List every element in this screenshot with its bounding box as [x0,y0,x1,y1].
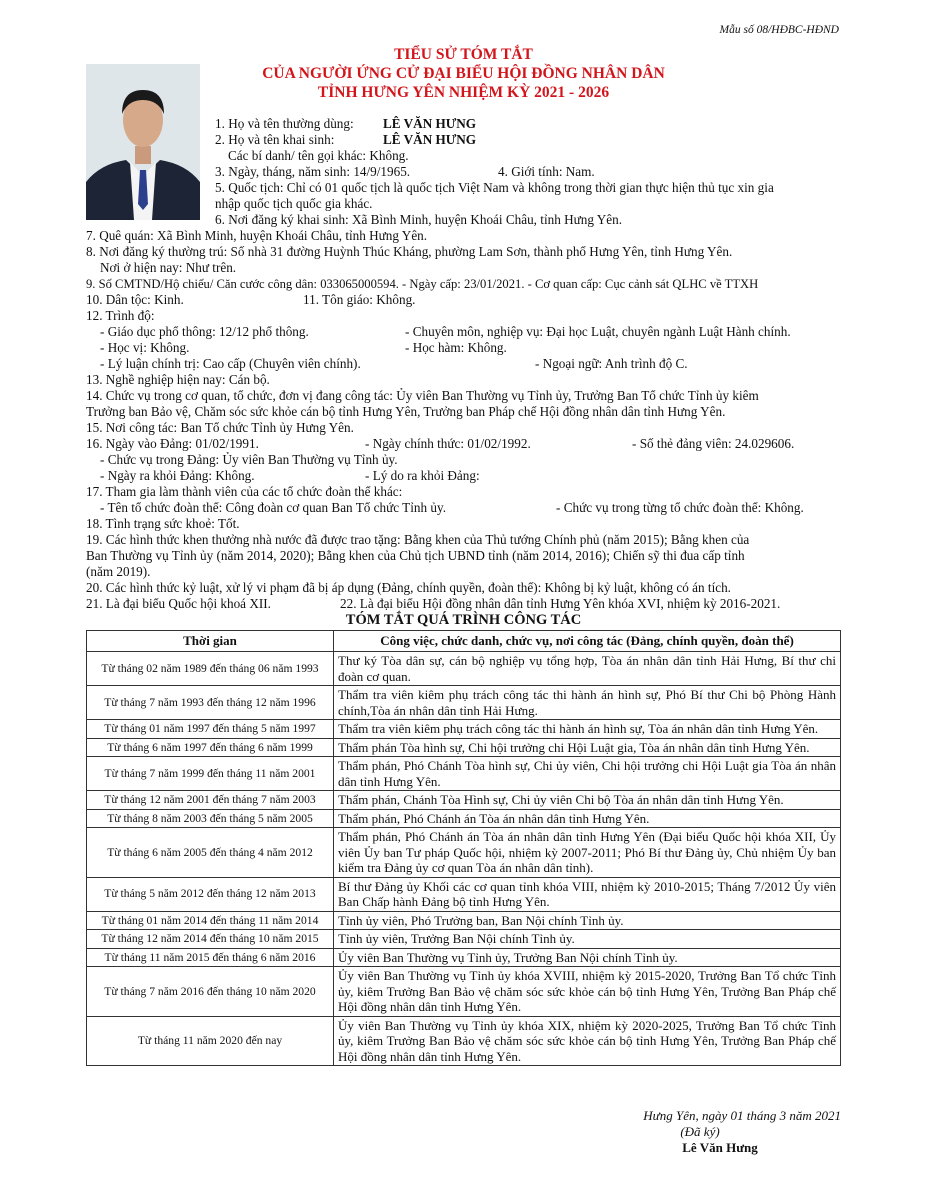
field-ethnicity: 10. Dân tộc: Kinh. [86,292,184,307]
table-row [87,1016,841,1066]
row-description: Ủy viên Ban Thường vụ Tỉnh ủy khóa XVIII, nhiệm kỳ 2015-2020, Trưởng Ban Tổ chức Tỉnh ủy, kiêm Trưởng Ban Bảo vệ chăm sóc sức khỏe cán bộ tỉnh Hưng Yên, Trưởng Ban Pháp chế Hội đồng nhân dân tỉnh Hưng Yên. [334,967,841,1017]
field-foreign-language: - Ngoại ngữ: Anh trình độ C. [535,356,688,371]
table-row [87,809,841,828]
table-row [87,828,841,878]
table-row [87,967,841,1017]
signatory-name: Lê Văn Hưng [682,1140,758,1155]
doc-title-line1: TIỂU SỬ TÓM TẮT [394,46,533,63]
row-time: Từ tháng 6 năm 1997 đến tháng 6 năm 1999 [87,738,334,757]
row-time: Từ tháng 7 năm 2016 đến tháng 10 năm 2020 [87,967,334,1017]
field-organization-role: - Chức vụ trong từng tổ chức đoàn thể: Không. [556,500,804,515]
form-number: Mẫu số 08/HĐBC-HĐND [719,24,839,36]
row-description: Bí thư Đảng ủy Khối các cơ quan tỉnh khóa VIII, nhiệm kỳ 2010-2015; Tháng 7/2012 Ủy viên Ban Chấp hành Đảng bộ tỉnh Hưng Yên. [334,877,841,911]
field-general-education: - Giáo dục phổ thông: 12/12 phổ thông. [100,324,309,339]
table-row [87,720,841,739]
row-description: Thư ký Tòa dân sự, cán bộ nghiệp vụ tổng hợp, Tòa án nhân dân tỉnh Hải Hưng, Bí thư chi đoàn cơ quan. [334,652,841,686]
field-party-join-date: 16. Ngày vào Đảng: 01/02/1991. [86,436,259,451]
signature-place-date: Hưng Yên, ngày 01 tháng 3 năm 2021 [643,1108,841,1123]
row-time: Từ tháng 01 năm 2014 đến tháng 11 năm 2014 [87,911,334,930]
field-awards-cont: Ban Thường vụ Tỉnh ủy (năm 2014, 2020); Bằng khen của Chủ tịch UBND tỉnh (năm 2014, 2016); Chiến sỹ thi đua cấp tỉnh [86,548,745,563]
table-row [87,911,841,930]
table-row [87,757,841,791]
row-description: Thẩm phán, Phó Chánh Tòa hình sự, Chi ủy viên, Chi hội trưởng chi Hội Luật gia Tòa án nhân dân tỉnh Hưng Yên. [334,757,841,791]
doc-title-line2: CỦA NGƯỜI ỨNG CỬ ĐẠI BIỂU HỘI ĐỒNG NHÂN DÂN [262,65,665,82]
field-nationality: 5. Quốc tịch: Chỉ có 01 quốc tịch là quốc tịch Việt Nam và không trong thời gian thực hiện thủ tục xin gia [215,180,774,195]
table-header-row [87,631,841,652]
field-organizations: 17. Tham gia làm thành viên của các tổ chức đoàn thể khác: [86,484,403,499]
field-academic-title: - Học hàm: Không. [405,340,507,355]
field-academic-degree: - Học vị: Không. [100,340,190,355]
field-health: 18. Tình trạng sức khoẻ: Tốt. [86,516,240,531]
label: 1. Họ và tên thường dùng: [215,116,354,131]
birth-name: LÊ VĂN HƯNG [383,132,477,147]
table-row [87,877,841,911]
field-position-cont: Trưởng ban Bảo vệ, Chăm sóc sức khỏe cán bộ tỉnh Hưng Yên, Trưởng ban Pháp chế Hội đồng nhân dân tỉnh Hưng Yên. [86,404,726,419]
field-awards: 19. Các hình thức khen thưởng nhà nước đã được trao tặng: Bằng khen của Thủ tướng Chính phủ (năm 2015); Bằng khen của [86,532,750,547]
table-row [87,686,841,720]
field-birth-registration: 6. Nơi đăng ký khai sinh: Xã Bình Minh, huyện Khoái Châu, tỉnh Hưng Yên. [215,212,623,227]
field-party-official-date: - Ngày chính thức: 01/02/1992. [365,436,531,451]
field-hometown: 7. Quê quán: Xã Bình Minh, huyện Khoái Châu, tỉnh Hưng Yên. [86,228,428,243]
field-party-position: - Chức vụ trong Đảng: Ủy viên Ban Thường vụ Tỉnh ủy. [100,452,398,467]
row-time: Từ tháng 11 năm 2015 đến tháng 6 năm 2016 [87,948,334,967]
field-nationality-cont: nhập quốc tịch quốc gia khác. [215,196,373,211]
common-name: LÊ VĂN HƯNG [383,116,477,131]
row-description: Tỉnh ủy viên, Trưởng Ban Nội chính Tỉnh ủy. [334,930,841,949]
row-description: Thẩm tra viên kiêm phụ trách công tác thi hành án hình sự, Tòa án nhân dân tỉnh Hưng Yên. [334,720,841,739]
field-party-leave-date: - Ngày ra khỏi Đảng: Không. [100,468,255,483]
row-time: Từ tháng 8 năm 2003 đến tháng 5 năm 2005 [87,809,334,828]
field-id-card: 9. Số CMTND/Hộ chiếu/ Căn cước công dân: 033065000594. - Ngày cấp: 23/01/2021. - Cơ quan cấp: Cục cảnh sát QLHC về TTXH [86,277,759,291]
row-time: Từ tháng 7 năm 1999 đến tháng 11 năm 2001 [87,757,334,791]
row-time: Từ tháng 12 năm 2001 đến tháng 7 năm 2003 [87,791,334,810]
field-religion: 11. Tôn giáo: Không. [303,292,416,307]
row-description: Thẩm phán, Phó Chánh án Tòa án nhân dân tỉnh Hưng Yên (Đại biểu Quốc hội khóa XII, Ủy viên Ủy ban Tư pháp Quốc hội, nhiệm kỳ 2007-2011; Phó Bí thư Đảng ủy, Chủ nhiệm Ủy ban kiểm tra Đảng ủy cơ quan Tòa án nhân dân tỉnh). [334,828,841,878]
row-time: Từ tháng 01 năm 1997 đến tháng 5 năm 1997 [87,720,334,739]
field-gender: 4. Giới tính: Nam. [498,164,595,179]
row-description: Ủy viên Ban Thường vụ Tỉnh ủy khóa XIX, nhiệm kỳ 2020-2025, Trưởng Ban Tổ chức Tỉnh ủy, kiêm Trưởng Ban Bảo vệ chăm sóc sức khỏe cán bộ tỉnh Hưng Yên, Trưởng Ban Pháp chế Hội đồng nhân dân tỉnh Hưng Yên. [334,1016,841,1066]
field-party-leave-reason: - Lý do ra khỏi Đảng: [365,468,480,483]
portrait-photo [86,64,200,220]
table-row [87,948,841,967]
work-history-title: TÓM TẮT QUÁ TRÌNH CÔNG TÁC [345,612,582,628]
row-description: Ủy viên Ban Thường vụ Tỉnh ủy, Trưởng Ban Nội chính Tỉnh ủy. [334,948,841,967]
field-workplace: 15. Nơi công tác: Ban Tổ chức Tỉnh ủy Hưng Yên. [86,420,354,435]
field-discipline: 20. Các hình thức kỷ luật, xử lý vi phạm đã bị áp dụng (Đảng, chính quyền, đoàn thể): Không bị kỷ luật, không có án tích. [86,580,731,595]
row-time: Từ tháng 6 năm 2005 đến tháng 4 năm 2012 [87,828,334,878]
row-description: Thẩm tra viên kiêm phụ trách công tác thi hành án hình sự, Phó Bí thư Chi bộ Phòng Hành chính,Tòa án nhân dân tỉnh Hải Hưng. [334,686,841,720]
row-time: Từ tháng 5 năm 2012 đến tháng 12 năm 2013 [87,877,334,911]
field-occupation: 13. Nghề nghiệp hiện nay: Cán bộ. [86,372,270,387]
work-history-body [87,652,841,1066]
row-description: Thẩm phán, Chánh Tòa Hình sự, Chi ủy viên Chi bộ Tòa án nhân dân tỉnh Hưng Yên. [334,791,841,810]
label: 2. Họ và tên khai sinh: [215,132,335,147]
field-party-card-no: - Số thẻ đảng viên: 24.029606. [632,436,795,451]
field-birth-name [215,132,841,148]
row-description: Thẩm phán, Phó Chánh án Tòa án nhân dân tỉnh Hưng Yên. [334,809,841,828]
table-row [87,738,841,757]
doc-title-line3: TỈNH HƯNG YÊN NHIỆM KỲ 2021 - 2026 [317,84,610,101]
field-political-theory: - Lý luận chính trị: Cao cấp (Chuyên viên chính). [100,356,361,371]
field-aliases: Các bí danh/ tên gọi khác: Không. [228,148,409,163]
row-description: Thẩm phán Tòa hình sự, Chi hội trưởng chi Hội Luật gia, Tòa án nhân dân tỉnh Hưng Yên. [334,738,841,757]
table-row [87,652,841,686]
row-description: Tỉnh ủy viên, Phó Trưởng ban, Ban Nội chính Tỉnh ủy. [334,911,841,930]
signature-status: (Đã ký) [680,1124,720,1139]
table-row [87,930,841,949]
field-dob: 3. Ngày, tháng, năm sinh: 14/9/1965. [215,164,411,179]
field-common-name [215,116,841,132]
col-header-time: Thời gian [87,631,334,652]
col-header-description: Công việc, chức danh, chức vụ, nơi công tác (Đảng, chính quyền, đoàn thể) [334,631,841,652]
work-history-table [86,630,841,1066]
field-current-address: Nơi ở hiện nay: Như trên. [100,260,237,275]
field-organization-name: - Tên tổ chức đoàn thể: Công đoàn cơ quan Ban Tổ chức Tỉnh ủy. [100,500,446,515]
row-time: Từ tháng 12 năm 2014 đến tháng 10 năm 2015 [87,930,334,949]
row-time: Từ tháng 7 năm 1993 đến tháng 12 năm 1996 [87,686,334,720]
table-row [87,791,841,810]
field-awards-cont2: (năm 2019). [86,564,151,579]
row-time: Từ tháng 11 năm 2020 đến nay [87,1016,334,1066]
row-time: Từ tháng 02 năm 1989 đến tháng 06 năm 1993 [87,652,334,686]
field-education-header: 12. Trình độ: [86,308,155,323]
field-permanent-address: 8. Nơi đăng ký thường trú: Số nhà 31 đường Huỳnh Thúc Kháng, phường Lam Sơn, thành phố Hưng Yên, tỉnh Hưng Yên. [86,244,733,259]
field-provincial-council: 22. Là đại biểu Hội đồng nhân dân tỉnh Hưng Yên khóa XVI, nhiệm kỳ 2016-2021. [340,596,781,611]
field-position: 14. Chức vụ trong cơ quan, tổ chức, đơn vị đang công tác: Ủy viên Ban Thường vụ Tỉnh ủy, Trưởng Ban Tổ chức Tỉnh ủy kiêm [86,388,759,403]
field-specialization: - Chuyên môn, nghiệp vụ: Đại học Luật, chuyên ngành Luật Hành chính. [405,324,791,339]
field-national-assembly: 21. Là đại biểu Quốc hội khoá XII. [86,596,271,611]
